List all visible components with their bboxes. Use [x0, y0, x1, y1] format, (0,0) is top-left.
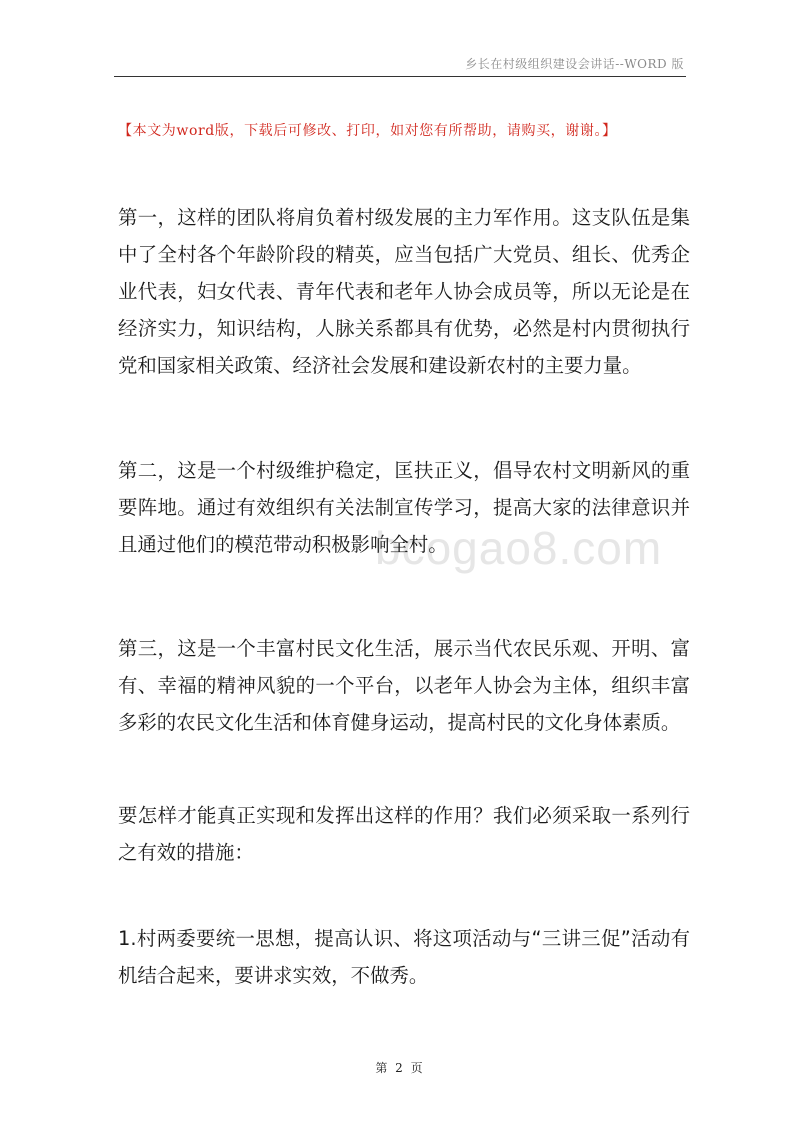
paragraph-4: 要怎样才能真正实现和发挥出这样的作用？我们必须采取一系列行之有效的措施： [118, 804, 690, 864]
page-number: 第 2 页 [375, 1061, 425, 1075]
site-watermark: bcogao8.com [375, 522, 663, 574]
paragraph-3: 第三，这是一个丰富村民文化生活，展示当代农民乐观、开明、富有、幸福的精神风貌的一个平台，以老年人协会为主体，组织丰富多彩的农民文化生活和体育健身运动，提高村民的文化身体素质。 [118, 637, 690, 734]
paragraph-1: 第一，这样的团队将肩负着村级发展的主力军作用。这支队伍是集中了全村各个年龄阶段的精英，应当包括广大党员、组长、优秀企业代表，妇女代表、青年代表和老年人协会成员等，所以无论是在经济实力，知识结构，人脉关系都具有优势，必然是村内贯彻执行党和国家相关政策、经济社会发展和建设新农村的主要力量。 [118, 206, 690, 377]
download-notice: 【本文为word版，下载后可修改、打印，如对您有所帮助，请购买，谢谢。】 [118, 123, 617, 139]
running-header-title: 乡长在村级组织建设会讲话--WORD 版 [465, 57, 684, 71]
paragraph-5: 1.村两委要统一思想，提高认识、将这项活动与“三讲三促”活动有机结合起来，要讲求实效，不做秀。 [118, 927, 690, 987]
header-rule-divider [114, 76, 686, 77]
paragraph-2: 第二，这是一个村级维护稳定，匡扶正义，倡导农村文明新风的重要阵地。通过有效组织有关法制宣传学习，提高大家的法律意识并且通过他们的模范带动积极影响全村。 [118, 459, 690, 556]
